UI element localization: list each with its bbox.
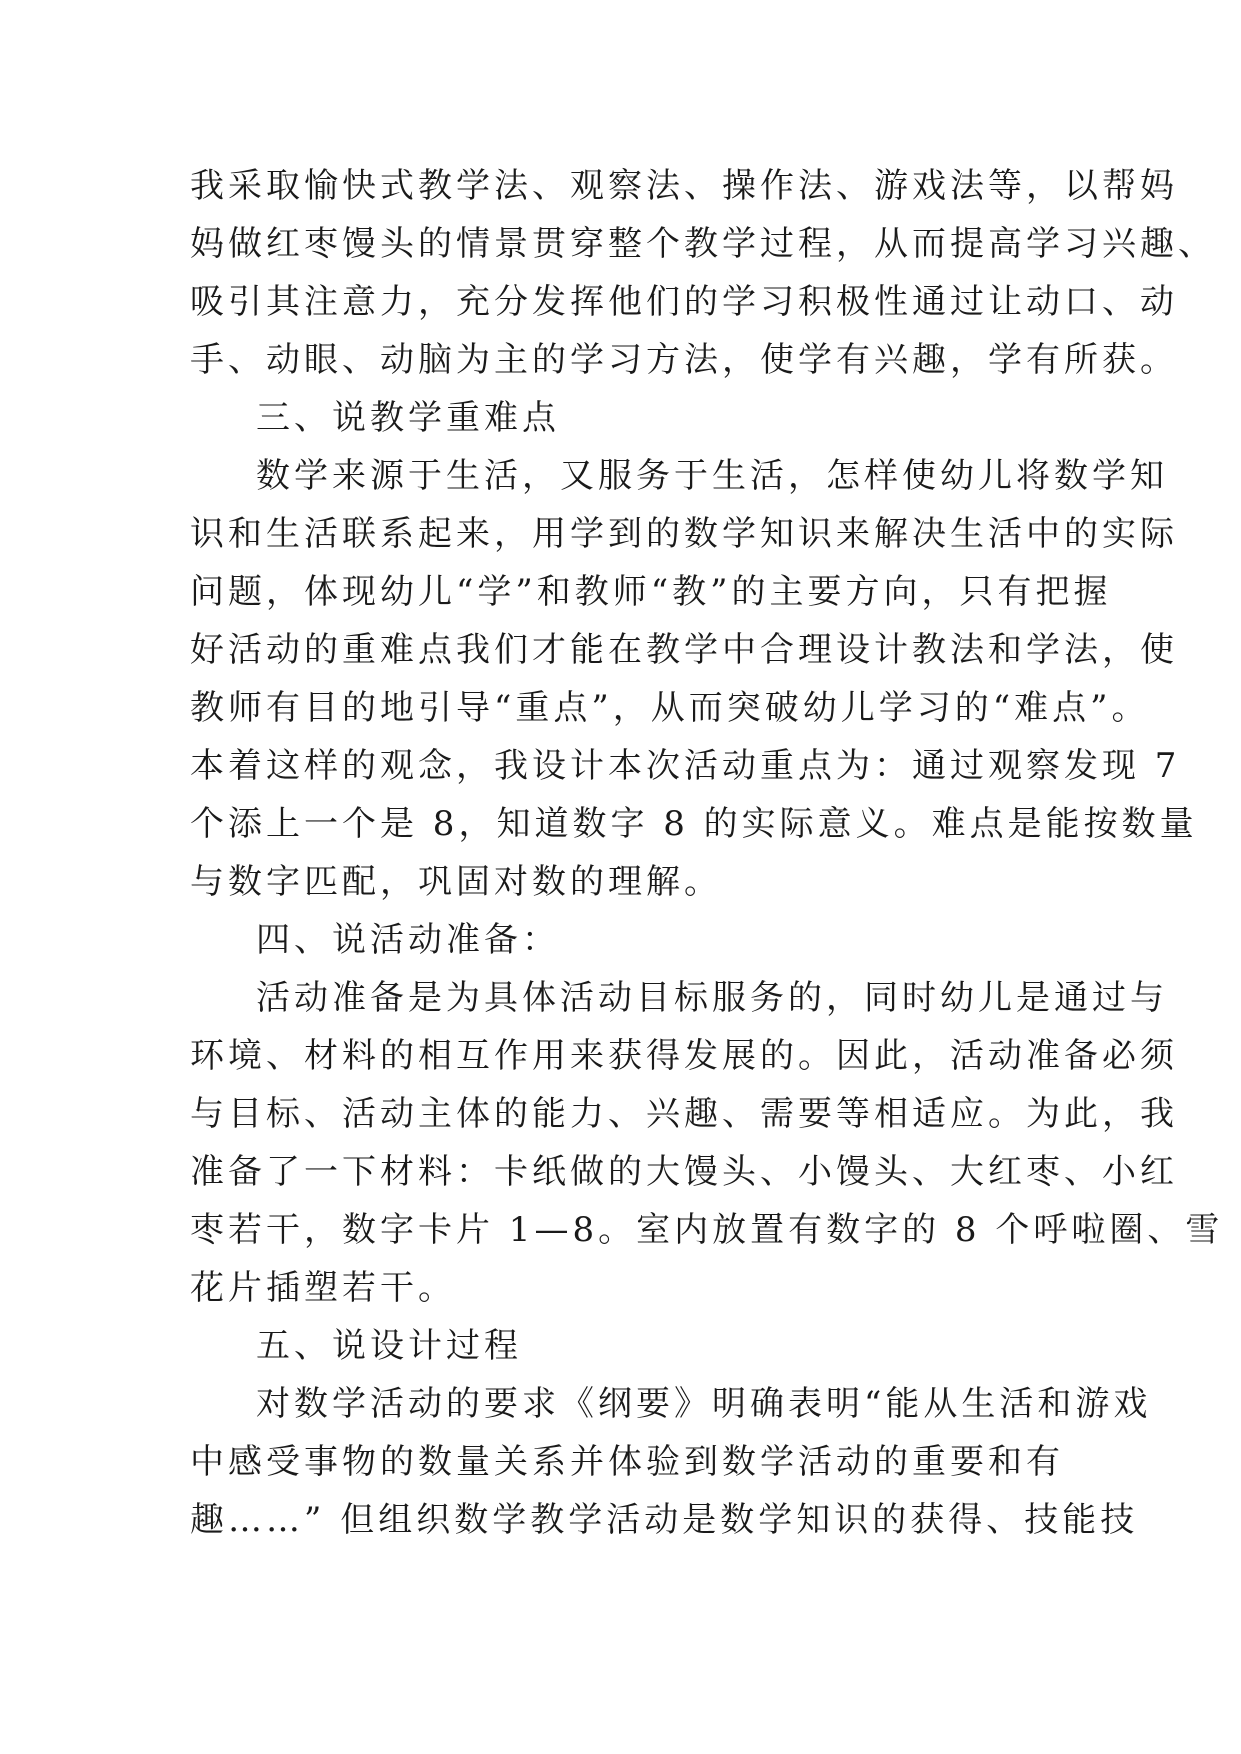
text-line: 活动准备是为具体活动目标服务的，同时幼儿是通过与 (256, 978, 1168, 1018)
text-line: 中感受事物的数量关系并体验到数学活动的重要和有 (190, 1442, 1064, 1482)
text-line: 个添上一个是 8，知道数字 8 的实际意义。难点是能按数量 (190, 804, 1198, 844)
text-line: 吸引其注意力，充分发挥他们的学习积极性通过让动口、动 (190, 282, 1178, 322)
text-line: 手、动眼、动脑为主的学习方法，使学有兴趣，学有所获。 (190, 340, 1178, 380)
section-heading: 五、说设计过程 (256, 1326, 522, 1366)
text-line: 问题，体现幼儿“学”和教师“教”的主要方向，只有把握 (190, 572, 1112, 612)
text-line: 与数字匹配，巩固对数的理解。 (190, 862, 722, 902)
text-line: 环境、材料的相互作用来获得发展的。因此，活动准备必须 (190, 1036, 1178, 1076)
text-line: 识和生活联系起来，用学到的数学知识来解决生活中的实际 (190, 514, 1178, 554)
text-line: 数学来源于生活，又服务于生活，怎样使幼儿将数学知 (256, 456, 1168, 496)
text-line: 我采取愉快式教学法、观察法、操作法、游戏法等，以帮妈 (190, 166, 1178, 206)
text-line: 教师有目的地引导“重点”，从而突破幼儿学习的“难点”。 (190, 688, 1150, 728)
section-heading: 四、说活动准备： (256, 920, 560, 960)
text-line: 准备了一下材料：卡纸做的大馒头、小馒头、大红枣、小红 (190, 1152, 1178, 1192)
text-line: 与目标、活动主体的能力、兴趣、需要等相适应。为此，我 (190, 1094, 1178, 1134)
section-heading: 三、说教学重难点 (256, 398, 560, 438)
text-line: 好活动的重难点我们才能在教学中合理设计教法和学法，使 (190, 630, 1178, 670)
text-line: 花片插塑若干。 (190, 1268, 456, 1308)
text-line: 趣……” 但组织数学教学活动是数学知识的获得、技能技 (190, 1500, 1139, 1540)
text-line: 对数学活动的要求《纲要》明确表明“能从生活和游戏 (256, 1384, 1152, 1424)
text-line: 本着这样的观念，我设计本次活动重点为：通过观察发现 7 (190, 746, 1181, 786)
text-line: 妈做红枣馒头的情景贯穿整个教学过程，从而提高学习兴趣、 (190, 224, 1216, 264)
text-line: 枣若干，数字卡片 1—8。室内放置有数字的 8 个呼啦圈、雪 (190, 1210, 1224, 1250)
